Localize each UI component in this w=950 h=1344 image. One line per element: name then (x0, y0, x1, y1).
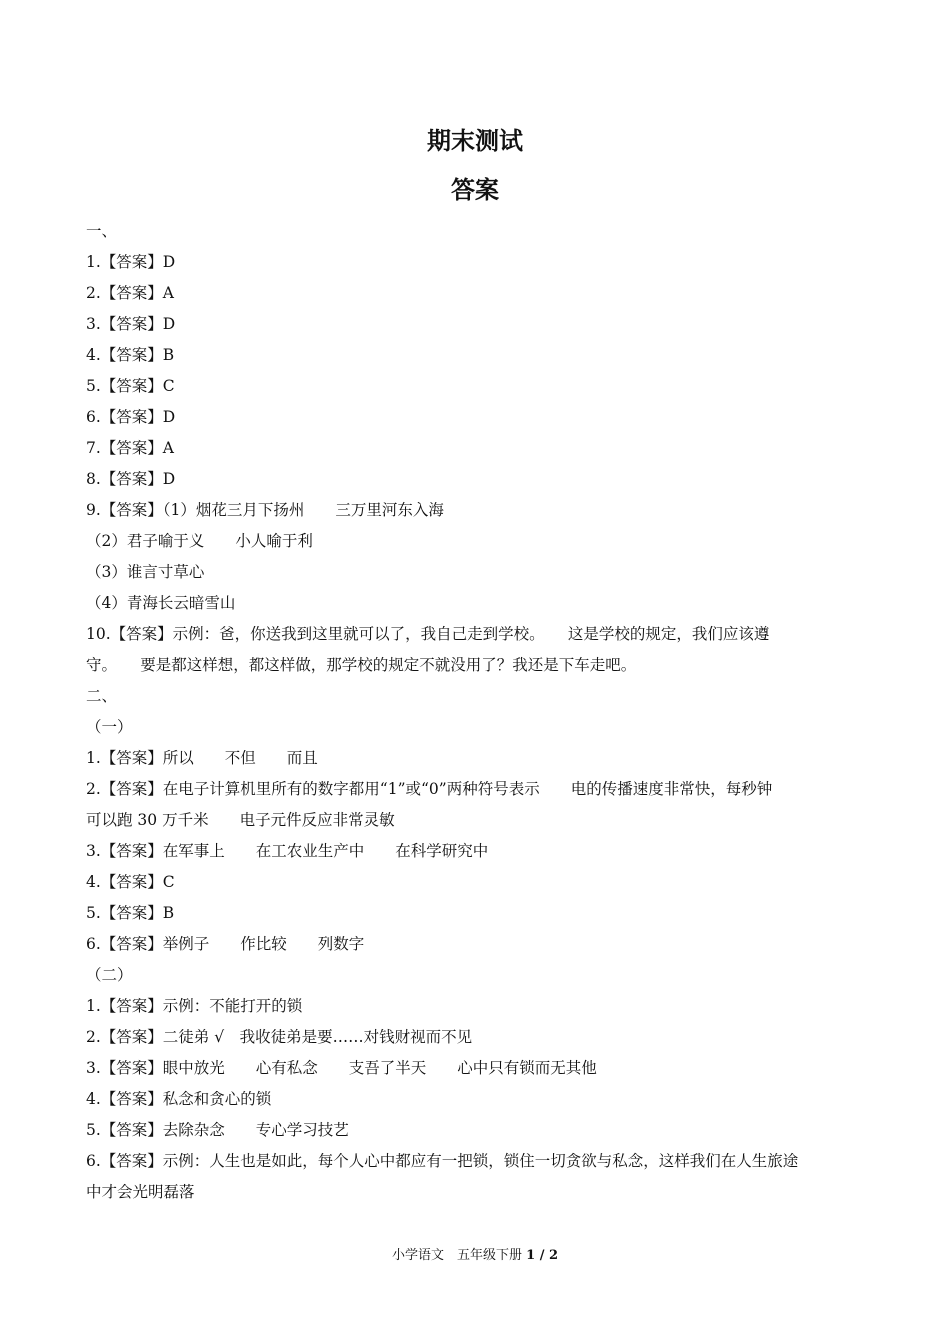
answer-line: 4.【答案】C (86, 873, 175, 891)
answer-line: 可以跑 30 万千米 电子元件反应非常灵敏 (86, 811, 395, 829)
answer-line: 中才会光明磊落 (86, 1183, 195, 1201)
answer-line: 4.【答案】私念和贪心的锁 (86, 1090, 272, 1108)
page-subtitle: 答案 (451, 176, 499, 204)
answer-line: 8.【答案】D (86, 470, 176, 488)
answer-line: （4）青海长云暗雪山 (86, 594, 236, 612)
answer-line: 守。 要是都这样想，都这样做，那学校的规定不就没用了？我还是下车走吧。 (86, 656, 637, 674)
answer-line: 5.【答案】C (86, 377, 175, 395)
answer-line: 6.【答案】D (86, 408, 176, 426)
answer-line: 2.【答案】二徒弟 √ 我收徒弟是要……对钱财视而不见 (86, 1028, 473, 1046)
answer-line: 3.【答案】在军事上 在工农业生产中 在科学研究中 (86, 842, 489, 860)
answer-line: 6.【答案】举例子 作比较 列数字 (86, 935, 365, 953)
answer-line: （3）谁言寸草心 (86, 563, 205, 581)
answer-line: 1.【答案】所以 不但 而且 (86, 749, 318, 767)
answer-line: 6.【答案】示例：人生也是如此，每个人心中都应有一把锁，锁住一切贪欲与私念，这样我们在人生旅途 (86, 1152, 799, 1170)
answer-line: 1.【答案】示例：不能打开的锁 (86, 997, 303, 1015)
answer-line: 5.【答案】B (86, 904, 175, 922)
answer-content (86, 216, 862, 1208)
answer-line: 3.【答案】眼中放光 心有私念 支吾了半天 心中只有锁而无其他 (86, 1059, 597, 1077)
page-footer (0, 1247, 950, 1265)
footer-label: 小学语文 五年级下册 (391, 1248, 522, 1263)
answer-line: 4.【答案】B (86, 346, 175, 364)
answer-line: 2.【答案】在电子计算机里所有的数字都用“1”或“0”两种符号表示 电的传播速度非常快，每秒钟 (86, 780, 773, 798)
answer-line: 5.【答案】去除杂念 专心学习技艺 (86, 1121, 349, 1139)
answer-line: 2.【答案】A (86, 284, 174, 302)
page-number: 1 / 2 (526, 1248, 559, 1263)
answer-line: 9.【答案】（1）烟花三月下扬州 三万里河东入海 (86, 501, 444, 519)
subsection-heading: （一） (86, 718, 133, 736)
section-heading-2: 二、 (86, 687, 118, 705)
subsection-heading: （二） (86, 966, 133, 984)
answer-line: 3.【答案】D (86, 315, 176, 333)
section-heading-1: 一、 (86, 222, 118, 240)
page-title: 期末测试 (427, 127, 523, 155)
answer-line: 7.【答案】A (86, 439, 174, 457)
answer-line: 10.【答案】示例：爸，你送我到这里就可以了，我自己走到学校。 这是学校的规定，我们应该遵 (86, 625, 770, 643)
answer-line: （2）君子喻于义 小人喻于利 (86, 532, 313, 550)
answer-line: 1.【答案】D (86, 253, 176, 271)
